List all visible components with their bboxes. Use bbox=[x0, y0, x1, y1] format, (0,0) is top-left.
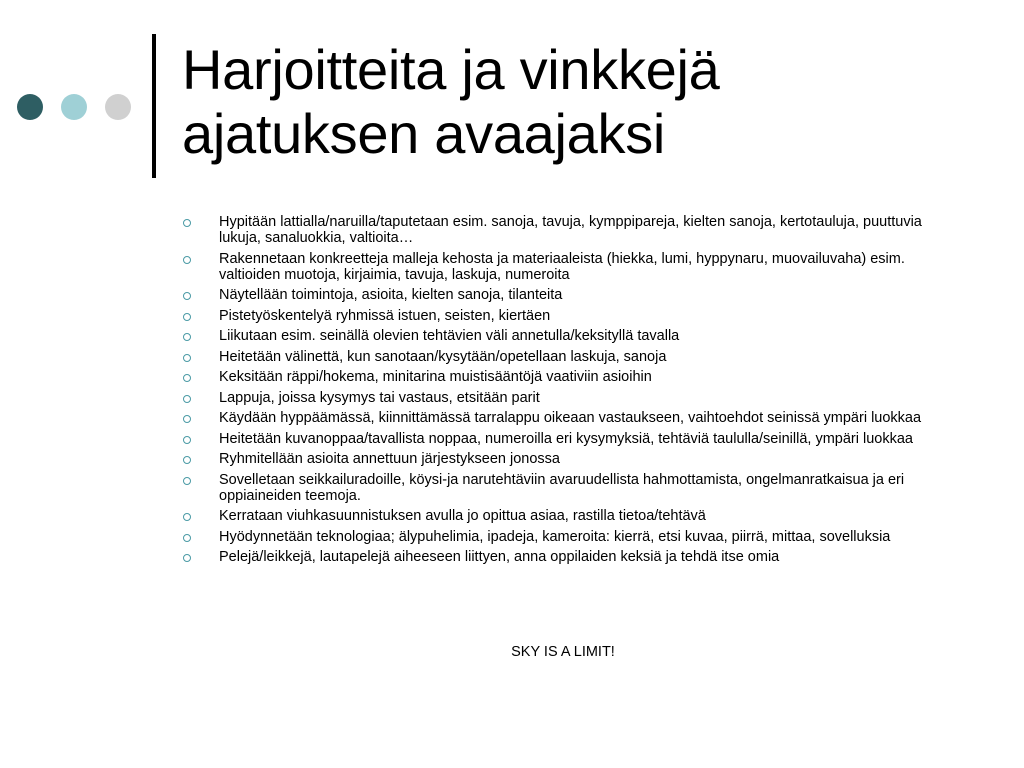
bullet-circle-icon bbox=[183, 354, 191, 362]
bullet-item bbox=[183, 214, 943, 246]
bullet-circle-icon bbox=[183, 333, 191, 341]
bullet-text: Pistetyöskentelyä ryhmissä istuen, seisten, kiertäen bbox=[219, 307, 551, 324]
slide-title-line-1: Harjoitteita ja vinkkejä bbox=[182, 38, 720, 101]
title-vertical-rule bbox=[152, 34, 156, 178]
bullet-text: Heitetään välinettä, kun sanotaan/kysytään/opetellaan laskuja, sanoja bbox=[219, 348, 667, 365]
bullet-item bbox=[183, 410, 943, 426]
bullet-item bbox=[183, 431, 943, 447]
bullet-item bbox=[183, 529, 943, 545]
bullet-text: Käydään hyppäämässä, kiinnittämässä tarralappu oikeaan vastaukseen, vaihtoehdot seinissä ympäri luokkaa bbox=[219, 410, 922, 426]
bullet-item bbox=[183, 508, 943, 524]
decorative-dots bbox=[17, 94, 133, 120]
closing-text: SKY IS A LIMIT! bbox=[511, 644, 615, 660]
slide-title bbox=[182, 38, 982, 166]
bullet-circle-icon bbox=[183, 292, 191, 300]
bullet-circle-icon bbox=[183, 477, 191, 485]
bullet-item bbox=[183, 369, 943, 385]
bullet-item bbox=[183, 472, 943, 504]
bullet-text: Hyödynnetään teknologiaa; älypuhelimia, ipadeja, kameroita: kierrä, etsi kuvaa, piirrä, mittaa, sovelluksia bbox=[219, 528, 891, 545]
decorative-dot-gray bbox=[105, 94, 131, 120]
bullet-item bbox=[183, 287, 943, 303]
bullet-circle-icon bbox=[183, 374, 191, 382]
decorative-dot-light bbox=[61, 94, 87, 120]
bullet-circle-icon bbox=[183, 395, 191, 403]
bullet-circle-icon bbox=[183, 313, 191, 321]
bullet-item bbox=[183, 308, 943, 324]
bullet-item bbox=[183, 390, 943, 406]
bullet-text: Keksitään räppi/hokema, minitarina muistisääntöjä vaativiin asioihin bbox=[219, 369, 652, 385]
slide-title-line-2: ajatuksen avaajaksi bbox=[182, 102, 666, 165]
bullet-circle-icon bbox=[183, 554, 191, 562]
bullet-circle-icon bbox=[183, 436, 191, 444]
bullet-text: Lappuja, joissa kysymys tai vastaus, etsitään parit bbox=[219, 389, 540, 406]
bullet-circle-icon bbox=[183, 513, 191, 521]
bullet-item bbox=[183, 549, 943, 565]
bullet-circle-icon bbox=[183, 534, 191, 542]
bullet-text: Hypitään lattialla/naruilla/taputetaan esim. sanoja, tavuja, kymppipareja, kielten sanoja, kertotauluja, puuttuvia lukuja, sanaluokkia, valtioita… bbox=[219, 214, 922, 246]
bullet-circle-icon bbox=[183, 415, 191, 423]
bullet-circle-icon bbox=[183, 456, 191, 464]
bullet-item bbox=[183, 251, 943, 283]
decorative-dot-dark bbox=[17, 94, 43, 120]
bullet-text: Heitetään kuvanoppaa/tavallista noppaa, numeroilla eri kysymyksiä, tehtäviä taululla/seinillä, ympäri luokkaa bbox=[219, 430, 913, 447]
bullet-item bbox=[183, 451, 943, 467]
bullet-text: Kerrataan viuhkasuunnistuksen avulla jo opittua asiaa, rastilla tietoa/tehtävä bbox=[219, 508, 706, 524]
bullet-item bbox=[183, 328, 943, 344]
bullet-text: Pelejä/leikkejä, lautapelejä aiheeseen liittyen, anna oppilaiden keksiä ja tehdä itse omia bbox=[219, 549, 780, 565]
bullet-text: Ryhmitellään asioita annettuun järjestykseen jonossa bbox=[219, 451, 560, 467]
bullet-list bbox=[183, 214, 943, 570]
bullet-text: Liikutaan esim. seinällä olevien tehtävien väli annetulla/keksityllä tavalla bbox=[219, 328, 680, 344]
bullet-text: Sovelletaan seikkailuradoille, köysi-ja narutehtäviin avaruudellista hahmottamista, ongelmanratkaisua ja eri oppiaineiden teemoja. bbox=[219, 471, 905, 504]
bullet-text: Näytellään toimintoja, asioita, kielten sanoja, tilanteita bbox=[219, 287, 563, 303]
bullet-circle-icon bbox=[183, 256, 191, 264]
bullet-item bbox=[183, 349, 943, 365]
bullet-text: Rakennetaan konkreetteja malleja kehosta ja materiaaleista (hiekka, lumi, hyppynaru, muovailuvaha) esim. valtioiden muotoja, kirjaimia, tavuja, laskuja, numeroita bbox=[219, 250, 905, 283]
bullet-circle-icon bbox=[183, 219, 191, 227]
